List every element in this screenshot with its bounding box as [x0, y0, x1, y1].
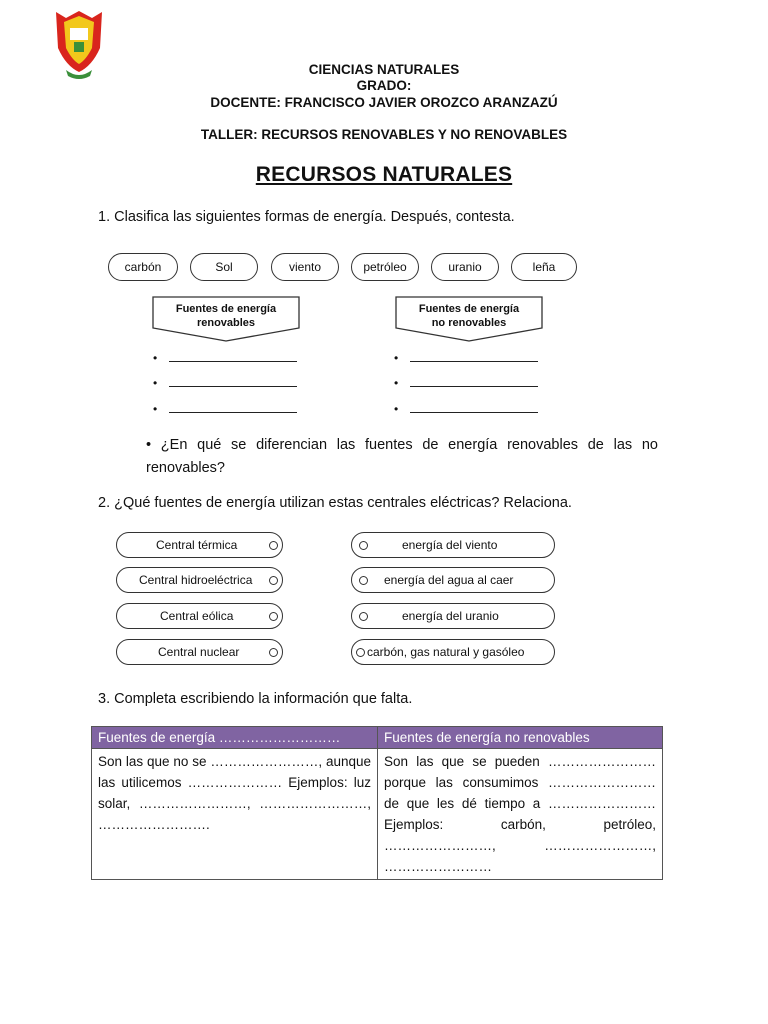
connector-circle[interactable] — [359, 541, 368, 550]
energy-chip-lena: leña — [511, 253, 577, 281]
source-uranium[interactable] — [351, 603, 555, 629]
table-cell-nonrenewable[interactable]: Son las que se pueden …………………… porque las consumimos …………………… de que les dé tiempo a …………………… Ejemplos: carbón, petróleo, ……………………, ……………………, …………………… — [378, 749, 663, 880]
connector-circle[interactable] — [359, 576, 368, 585]
plant-wind-label: Central eólica — [160, 609, 234, 623]
table-header-renewable: Fuentes de energía ……………………… — [92, 727, 378, 749]
energy-chip-sol: Sol — [190, 253, 258, 281]
answer-line[interactable] — [153, 351, 299, 365]
table-header-nonrenewable: Fuentes de energía no renovables — [378, 727, 663, 749]
bullet: • — [394, 402, 399, 416]
grade-heading: GRADO: — [356, 78, 412, 93]
source-uranium-label: energía del uranio — [402, 609, 499, 623]
answer-line[interactable] — [394, 376, 540, 390]
bullet: • — [394, 351, 399, 365]
energy-chip-uranio: uranio — [431, 253, 499, 281]
source-water[interactable] — [351, 567, 555, 593]
energy-chip-viento: viento — [271, 253, 339, 281]
plant-nuclear-label: Central nuclear — [158, 645, 240, 659]
question-2-prompt: 2. ¿Qué fuentes de energía utilizan estas centrales eléctricas? Relaciona. — [98, 495, 572, 511]
plant-hydroelectric-label: Central hidroeléctrica — [139, 573, 253, 587]
answer-line[interactable] — [394, 402, 540, 416]
connector-circle[interactable] — [359, 612, 368, 621]
teacher-heading: DOCENTE: FRANCISCO JAVIER OROZCO ARANZAZÚ — [210, 95, 558, 110]
question-3-prompt: 3. Completa escribiendo la información que falta. — [98, 691, 413, 707]
plant-nuclear[interactable] — [116, 639, 283, 665]
nonrenewable-sources-box — [395, 296, 543, 342]
connector-circle[interactable] — [269, 648, 278, 657]
source-fossil-label: carbón, gas natural y gasóleo — [367, 645, 525, 659]
renewable-box-line2: renovables — [196, 317, 256, 329]
source-wind-label: energía del viento — [402, 538, 498, 552]
question-1-difference: • ¿En qué se diferencian las fuentes de energía renovables de las no renovables? — [146, 437, 658, 476]
connector-circle[interactable] — [269, 576, 278, 585]
nonrenewable-box-line1: Fuentes de energía — [418, 303, 520, 315]
energy-chip-carbon: carbón — [108, 253, 178, 281]
connector-circle[interactable] — [269, 612, 278, 621]
source-water-label: energía del agua al caer — [384, 573, 514, 587]
page-title: RECURSOS NATURALES — [255, 163, 513, 186]
answer-line[interactable] — [153, 376, 299, 390]
question-1-prompt: 1. Clasifica las siguientes formas de energía. Después, contesta. — [98, 209, 515, 225]
renewable-sources-box — [152, 296, 300, 342]
workshop-heading: TALLER: RECURSOS RENOVABLES Y NO RENOVABLES — [200, 127, 568, 142]
bullet: • — [394, 376, 399, 390]
bullet: • — [153, 351, 158, 365]
bullet: • — [153, 376, 158, 390]
bullet: • — [153, 402, 158, 416]
answer-line[interactable] — [394, 351, 540, 365]
energy-sources-table — [91, 726, 663, 880]
table-cell-renewable[interactable]: Son las que no se ……………………, aunque las utilicemos ………………… Ejemplos: luz solar, ……………………, ……………………, ……………………. — [92, 749, 378, 880]
nonrenewable-box-line2: no renovables — [431, 317, 507, 329]
plant-wind[interactable] — [116, 603, 283, 629]
source-wind[interactable] — [351, 532, 555, 558]
renewable-box-line1: Fuentes de energía — [175, 303, 277, 315]
plant-thermal-label: Central térmica — [156, 538, 238, 552]
energy-chip-petroleo: petróleo — [351, 253, 419, 281]
source-fossil[interactable] — [351, 639, 555, 665]
subject-heading: CIENCIAS NATURALES — [308, 62, 460, 77]
answer-line[interactable] — [153, 402, 299, 416]
connector-circle[interactable] — [269, 541, 278, 550]
plant-thermal[interactable] — [116, 532, 283, 558]
plant-hydroelectric[interactable] — [116, 567, 283, 593]
connector-circle[interactable] — [356, 648, 365, 657]
